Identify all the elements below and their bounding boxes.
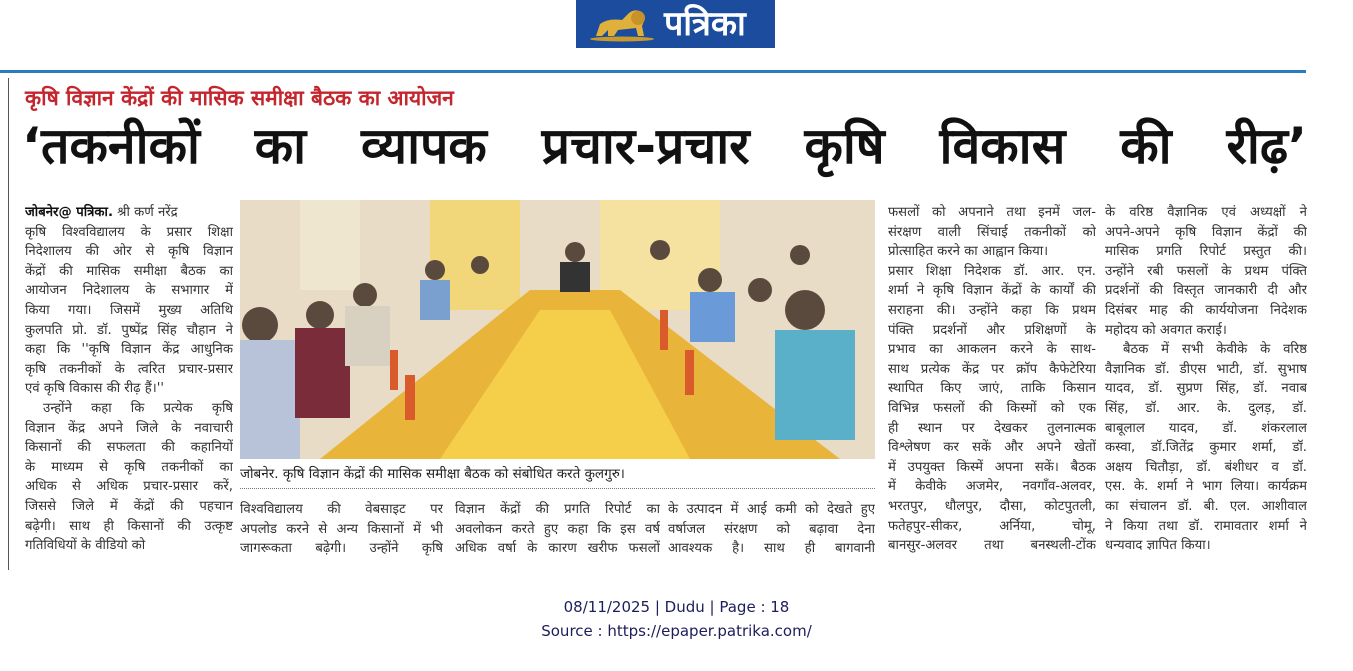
article-text-line: फतेहपुर-सीकर, अर्निया, चोमू, [888, 518, 1096, 534]
article-text-line: एवं कृषि विकास की रीढ़ हैं।'' [25, 381, 164, 397]
meeting-photo-illustration [240, 200, 875, 459]
article-text-line: संरक्षण वाली सिंचाई तकनीकों को [888, 224, 1096, 240]
article-text-line: ने किया तथा डॉ. रामावतार शर्मा ने [1105, 518, 1307, 534]
article-text-line: वर्षाजल संरक्षण को बढ़ावा देना [668, 521, 875, 537]
article-text-line: किया गया। जिसमें मुख्य अतिथि [25, 302, 233, 318]
article-text-line: कहा कि ''कृषि विज्ञान केंद्र आधुनिक [25, 342, 233, 358]
article-text-line: बाबूलाल यादव, डॉ. शंकरलाल [1105, 420, 1307, 436]
lion-emblem-icon [588, 6, 656, 42]
article-text-line: में उपयुक्त किस्में अपना सकें। बैठक [888, 459, 1096, 475]
article-text-line: शर्मा ने कृषि विज्ञान केंद्रों के कार्यों की [888, 283, 1096, 299]
article-kicker: कृषि विज्ञान केंद्रों की मासिक समीक्षा बैठक का आयोजन [25, 86, 454, 110]
article-text-line: उन्होंने रबी फसलों के प्रथम पंक्ति [1105, 263, 1307, 279]
article-headline: ‘तकनीकों का व्यापक प्रचार-प्रचार कृषि विकास की रीढ़’ [22, 117, 1307, 175]
article-column-6 [1105, 203, 1307, 556]
article-text-line: यादव, डॉ. सुप्रण सिंह, डॉ. नवाब [1105, 381, 1307, 397]
caption-divider [240, 488, 875, 489]
article-column-5 [888, 203, 1096, 556]
article-text-line: अधिक से अधिक प्रचार-प्रसार करें, [25, 479, 233, 495]
article-text-line: के वरिष्ठ वैज्ञानिक एवं अध्यक्षों ने [1105, 205, 1307, 220]
patrika-logo [576, 0, 775, 48]
article-text-line: बैठक में सभी केवीके के वरिष्ठ [1123, 342, 1307, 358]
article-text-line: अवलोकन करते हुए कहा कि इस वर्ष [455, 521, 660, 537]
header-rule [0, 70, 1306, 73]
article-text-line: आयोजन निदेशालय के सभागार में [25, 283, 233, 299]
article-column-1 [25, 203, 233, 556]
article-text-line: विज्ञान केंद्रों की प्रगति रिपोर्ट का [455, 502, 660, 517]
article-text-line: केंद्रों की मासिक समीक्षा बैठक का [25, 263, 233, 279]
article-text-line: विज्ञान केंद्र अपने जिले के नवाचारी [25, 420, 233, 436]
article-text-line: गतिविधियों के वीडियो को [25, 538, 146, 554]
article-text-line: ही स्थान पर देखकर तुलनात्मक [888, 420, 1096, 436]
article-text-line: दिसंबर माह की कार्ययोजना निदेशक [1105, 302, 1307, 318]
article-text-line: महोदय को अवगत कराई। [1105, 322, 1227, 338]
article-photo [240, 200, 875, 459]
article-text-line: सिंह, डॉ. आर. के. दुलड़, डॉ. [1105, 400, 1307, 416]
article-text-line: आवश्यक है। साथ ही बागवानी [668, 541, 875, 557]
article-text-line: वैज्ञानिक डॉ. डीएस भाटी, डॉ. सुभाष [1105, 361, 1307, 377]
article-text-line: बढ़ेगी। साथ ही किसानों की उत्कृष्ट [25, 518, 233, 534]
article-text-line: निदेशालय की ओर से कृषि विज्ञान [25, 244, 233, 260]
photo-caption: जोबनेर. कृषि विज्ञान केंद्रों की मासिक समीक्षा बैठक को संबोधित करते कुलगुरु। [240, 466, 625, 482]
article-text-line: कृषि तकनीकों के त्वरित प्रचार-प्रसार [25, 361, 233, 377]
article-text-line: कृषि विश्वविद्यालय के प्रसार शिक्षा [25, 224, 233, 240]
article-text-line: का संचालन डॉ. बी. एल. आशीवाल [1105, 498, 1307, 514]
article-text-line: जिससे जिले में केंद्रों की पहचान [25, 498, 233, 514]
article-text-line: पंक्ति प्रदर्शनों और प्रशिक्षणों के [888, 322, 1096, 338]
article-text-line: में केवीके अजमेर, नवगाँव-अलवर, [888, 479, 1096, 495]
article-column-4 [668, 500, 875, 559]
article-text-line: धन्यवाद ज्ञापित किया। [1105, 538, 1211, 554]
article-column-3 [455, 500, 660, 559]
article-text-line: विश्वविद्यालय की वेबसाइट पर [240, 502, 443, 517]
article-text-line: साथ प्रत्येक केंद्र पर क्रॉप कैफेटेरिया [888, 361, 1096, 377]
logo-text: पत्रिका [664, 4, 746, 44]
article-text: श्री कर्ण नरेंद्र [117, 205, 178, 220]
article-text-line: प्रदर्शनों की विस्तृत जानकारी दी और [1105, 283, 1307, 299]
article-column-2 [240, 500, 443, 559]
article-text-line: अपलोड करने से अन्य किसानों में भी [240, 521, 443, 537]
article-text-line: एस. के. शर्मा ने भाग लिया। कार्यक्रम [1105, 479, 1307, 495]
publication-info: 08/11/2025 | Dudu | Page : 18 [563, 598, 790, 616]
article-text-line: स्थापित किए जाएं, ताकि किसान [888, 381, 1096, 397]
source-link[interactable]: Source : https://epaper.patrika.com/ [541, 622, 812, 640]
article-text-line: जागरूकता बढ़ेगी। उन्होंने कृषि [240, 541, 443, 557]
article-text-line: अपने-अपने कृषि विज्ञान केंद्रों की [1105, 224, 1307, 240]
article-text-line: उन्होंने कहा कि प्रत्येक कृषि [43, 400, 233, 416]
article-text-line: विश्लेषण कर सकें और अपने खेतों [888, 440, 1096, 456]
dateline: जोबनेर@ पत्रिका. [25, 205, 113, 220]
article-text-line [25, 203, 233, 223]
article-text-line: के उत्पादन में आई कमी को देखते हुए [668, 502, 875, 517]
article-text-line: प्रभाव का आकलन करने के साथ- [888, 342, 1096, 358]
article-text-line: कस्वा, डॉ.जितेंद्र कुमार शर्मा, डॉ. [1105, 440, 1307, 456]
column-divider [8, 78, 9, 570]
article-text-line: फसलों को अपनाने तथा इनमें जल- [888, 205, 1096, 220]
article-text-line: अधिक वर्षा के कारण खरीफ फसलों [455, 541, 660, 557]
article-text-line: सराहना की। उन्होंने कहा कि प्रथम [888, 302, 1096, 318]
article-text-line: विभिन्न फसलों की किस्मों को एक [888, 400, 1096, 416]
article-text-line: कुलपति प्रो. डॉ. पुष्पेंद्र सिंह चौहान ने [25, 322, 233, 338]
article-text-line: मासिक प्रगति रिपोर्ट प्रस्तुत की। [1105, 244, 1307, 260]
article-text-line: के माध्यम से कृषि तकनीकों का [25, 459, 233, 475]
article-text-line: भरतपुर, धौलपुर, दौसा, कोटपुतली, [888, 498, 1096, 514]
article-text-line: किसानों की सफलता की कहानियों [25, 440, 233, 456]
article-text-line: बानसुर-अलवर तथा बनस्थली-टोंक [888, 538, 1096, 554]
article-text-line: प्रोत्साहित करने का आह्वान किया। [888, 244, 1049, 260]
article-text-line: प्रसार शिक्षा निदेशक डॉ. आर. एन. [888, 263, 1096, 279]
article-text-line: अक्षय चितौड़ा, डॉ. बंशीधर व डॉ. [1105, 459, 1307, 475]
